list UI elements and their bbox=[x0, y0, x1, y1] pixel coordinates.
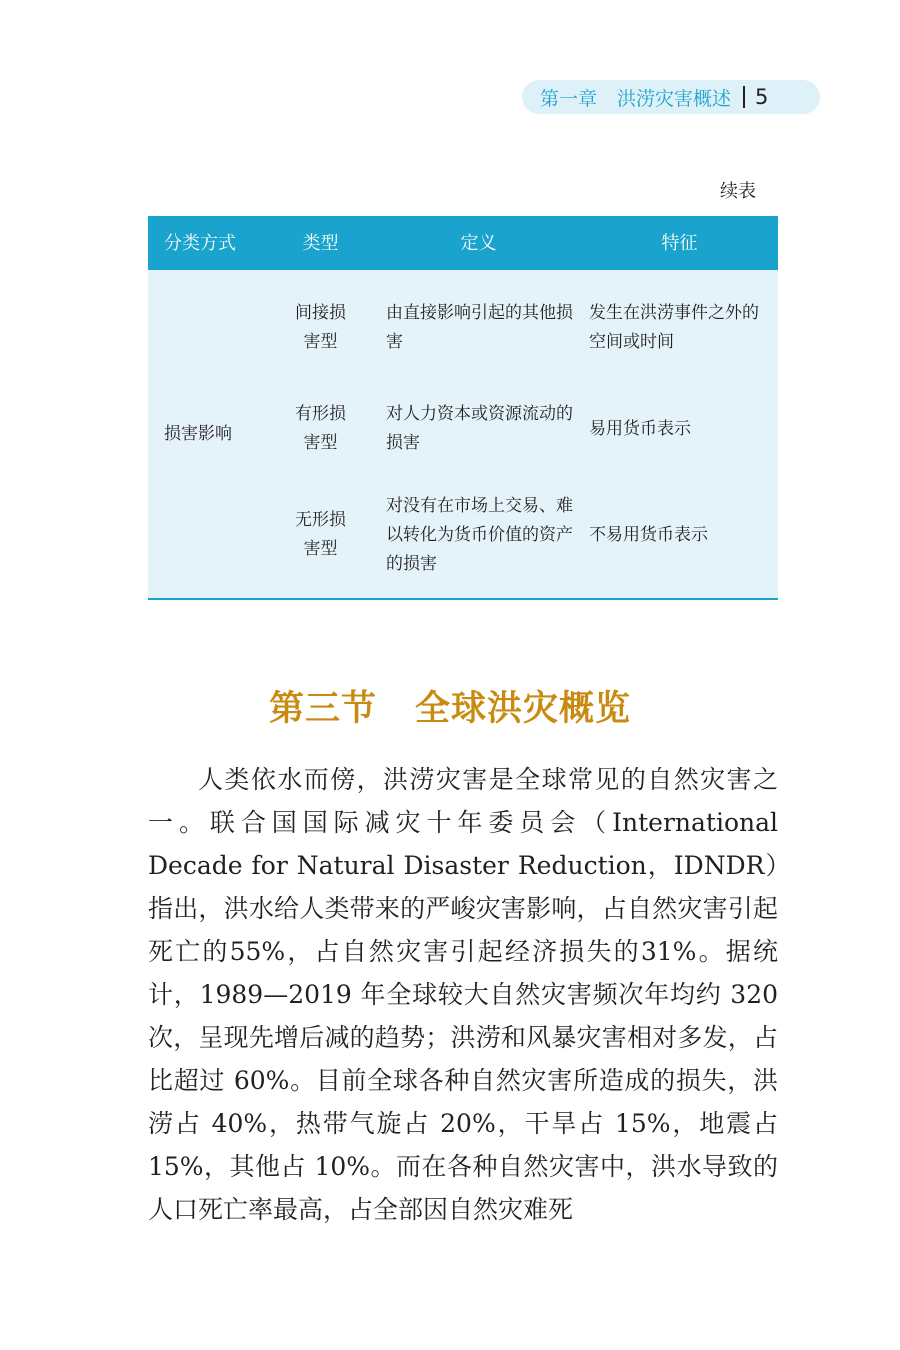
table-header-row bbox=[148, 216, 778, 270]
type-cell bbox=[265, 270, 376, 386]
column-header: 特征 bbox=[661, 232, 698, 254]
table-row bbox=[148, 270, 778, 386]
feature-cell: 不易用货币表示 bbox=[589, 524, 708, 545]
definition-cell: 对人力资本或资源流动的损害 bbox=[386, 404, 573, 453]
type-text: 无形损害型 bbox=[295, 510, 346, 559]
type-text: 间接损害型 bbox=[295, 303, 346, 352]
page-number: 5 bbox=[755, 85, 769, 109]
section-heading bbox=[0, 681, 900, 731]
feature-cell: 发生在洪涝事件之外的空间或时间 bbox=[589, 303, 759, 352]
column-header: 分类方式 bbox=[164, 232, 236, 254]
definition-cell: 由直接影响引起的其他损害 bbox=[386, 303, 573, 352]
chapter-title: 洪涝灾害概述 bbox=[617, 87, 732, 110]
type-cell bbox=[265, 386, 376, 472]
chapter-label: 第一章 bbox=[540, 87, 598, 110]
classification-table bbox=[148, 216, 778, 600]
body-paragraph: 人类依水而傍，洪涝灾害是全球常见的自然灾害之一。联合国国际减灾十年委员会（International Decade for Natural Disaster Reduction，IDNDR）指出，洪水给人类带来的严峻灾害影响，占自然灾害引起死亡的55%，占自然灾害引起经济损失的31%。据统计，1989—2019 年全球较大自然灾害频次年均约 320 次，呈现先增后减的趋势；洪涝和风暴灾害相对多发，占比超过 60%。目前全球各种自然灾害所造成的损失，洪涝占 40%，热带气旋占 20%，干旱占 15%，地震占 15%，其他占 10%。而在各种自然灾害中，洪水导致的人口死亡率最高，占全部因自然灾难死 bbox=[148, 765, 778, 1224]
continued-table-label: 续表 bbox=[720, 181, 756, 202]
type-cell bbox=[265, 472, 376, 598]
section-title: 全球洪灾概览 bbox=[415, 688, 632, 729]
header-divider bbox=[743, 86, 745, 108]
section-number: 第三节 bbox=[268, 688, 377, 729]
column-header: 类型 bbox=[302, 232, 339, 254]
table-bottom-rule bbox=[148, 598, 778, 600]
classification-cell: 损害影响 bbox=[164, 423, 232, 444]
type-text: 有形损害型 bbox=[295, 404, 346, 453]
feature-cell: 易用货币表示 bbox=[589, 418, 691, 439]
running-header bbox=[522, 80, 820, 114]
definition-cell: 对没有在市场上交易、难以转化为货币价值的资产的损害 bbox=[386, 495, 573, 574]
column-header: 定义 bbox=[460, 232, 497, 254]
